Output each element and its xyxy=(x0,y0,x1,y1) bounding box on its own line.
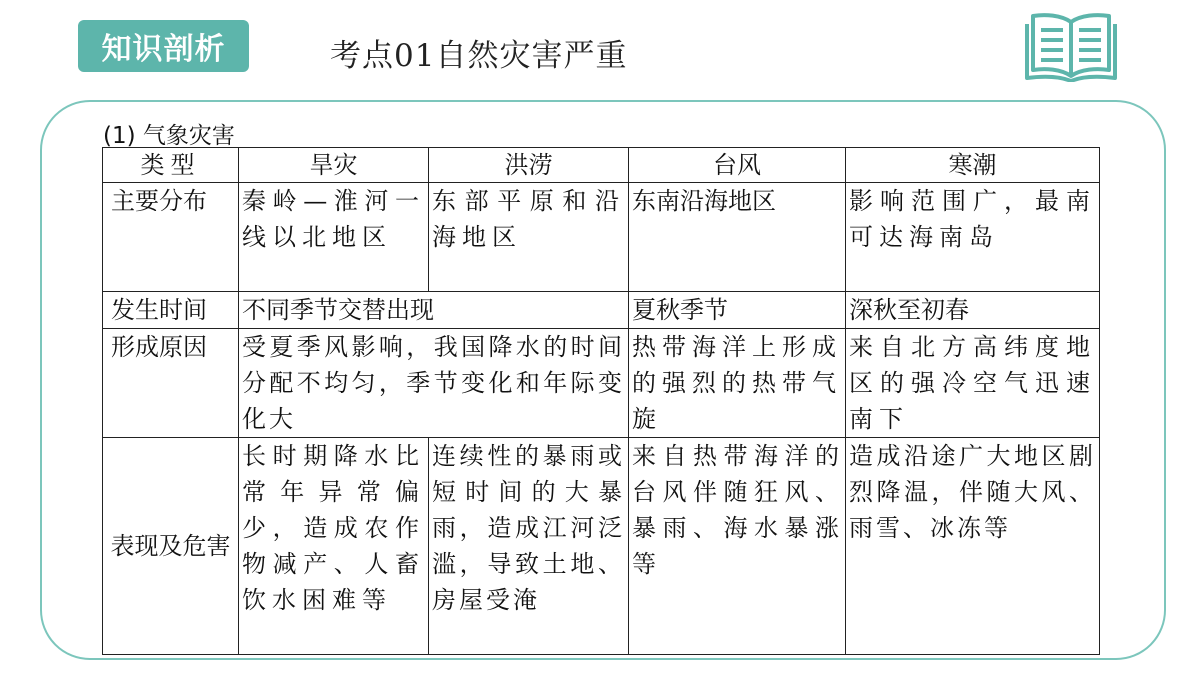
cell-drought-flood-time: 不同季节交替出现 xyxy=(239,292,629,329)
header-cold-wave: 寒潮 xyxy=(846,148,1100,183)
cell-coldwave-time: 深秋至初春 xyxy=(846,292,1100,329)
table-row xyxy=(103,438,1100,655)
cell-typhoon-cause: 热带海洋上形成的强烈的热带气旋 xyxy=(629,329,846,438)
page-title: 考点01自然灾害严重 xyxy=(330,38,628,74)
cell-drought-impact: 长时期降水比常年异常偏少，造成农作物减产、人畜饮水困难等 xyxy=(239,438,429,655)
header-flood: 洪涝 xyxy=(429,148,629,183)
row-label-time: 发生时间 xyxy=(103,292,239,329)
cell-typhoon-time: 夏秋季节 xyxy=(629,292,846,329)
cell-drought-flood-cause: 受夏季风影响，我国降水的时间分配不均匀，季节变化和年际变化大 xyxy=(239,329,629,438)
section-badge: 知识剖析 xyxy=(78,20,249,72)
cell-coldwave-cause: 来自北方高纬度地区的强冷空气迅速南下 xyxy=(846,329,1100,438)
open-book-icon xyxy=(1025,10,1117,82)
row-label-cause: 形成原因 xyxy=(103,329,239,438)
table-header-row xyxy=(103,148,1100,183)
cell-typhoon-distribution: 东南沿海地区 xyxy=(629,183,846,292)
cell-typhoon-impact: 来自热带海洋的台风伴随狂风、暴雨、海水暴涨等 xyxy=(629,438,846,655)
cell-coldwave-impact: 造成沿途广大地区剧烈降温，伴随大风、雨雪、冰冻等 xyxy=(846,438,1100,655)
disaster-table xyxy=(102,147,1100,655)
row-label-distribution: 主要分布 xyxy=(103,183,239,292)
row-label-impact: 表现及危害 xyxy=(103,438,239,655)
header-typhoon: 台风 xyxy=(629,148,846,183)
table-row xyxy=(103,292,1100,329)
table-row xyxy=(103,329,1100,438)
header-type: 类型 xyxy=(103,148,239,183)
section-label: (1) 气象灾害 xyxy=(103,123,235,149)
table-row xyxy=(103,183,1100,292)
header-drought: 旱灾 xyxy=(239,148,429,183)
cell-flood-impact: 连续性的暴雨或短时间的大暴雨，造成江河泛滥，导致土地、房屋受淹 xyxy=(429,438,629,655)
cell-flood-distribution: 东部平原和沿海地区 xyxy=(429,183,629,292)
cell-coldwave-distribution: 影响范围广，最南可达海南岛 xyxy=(846,183,1100,292)
cell-drought-distribution: 秦岭—淮河一线以北地区 xyxy=(239,183,429,292)
